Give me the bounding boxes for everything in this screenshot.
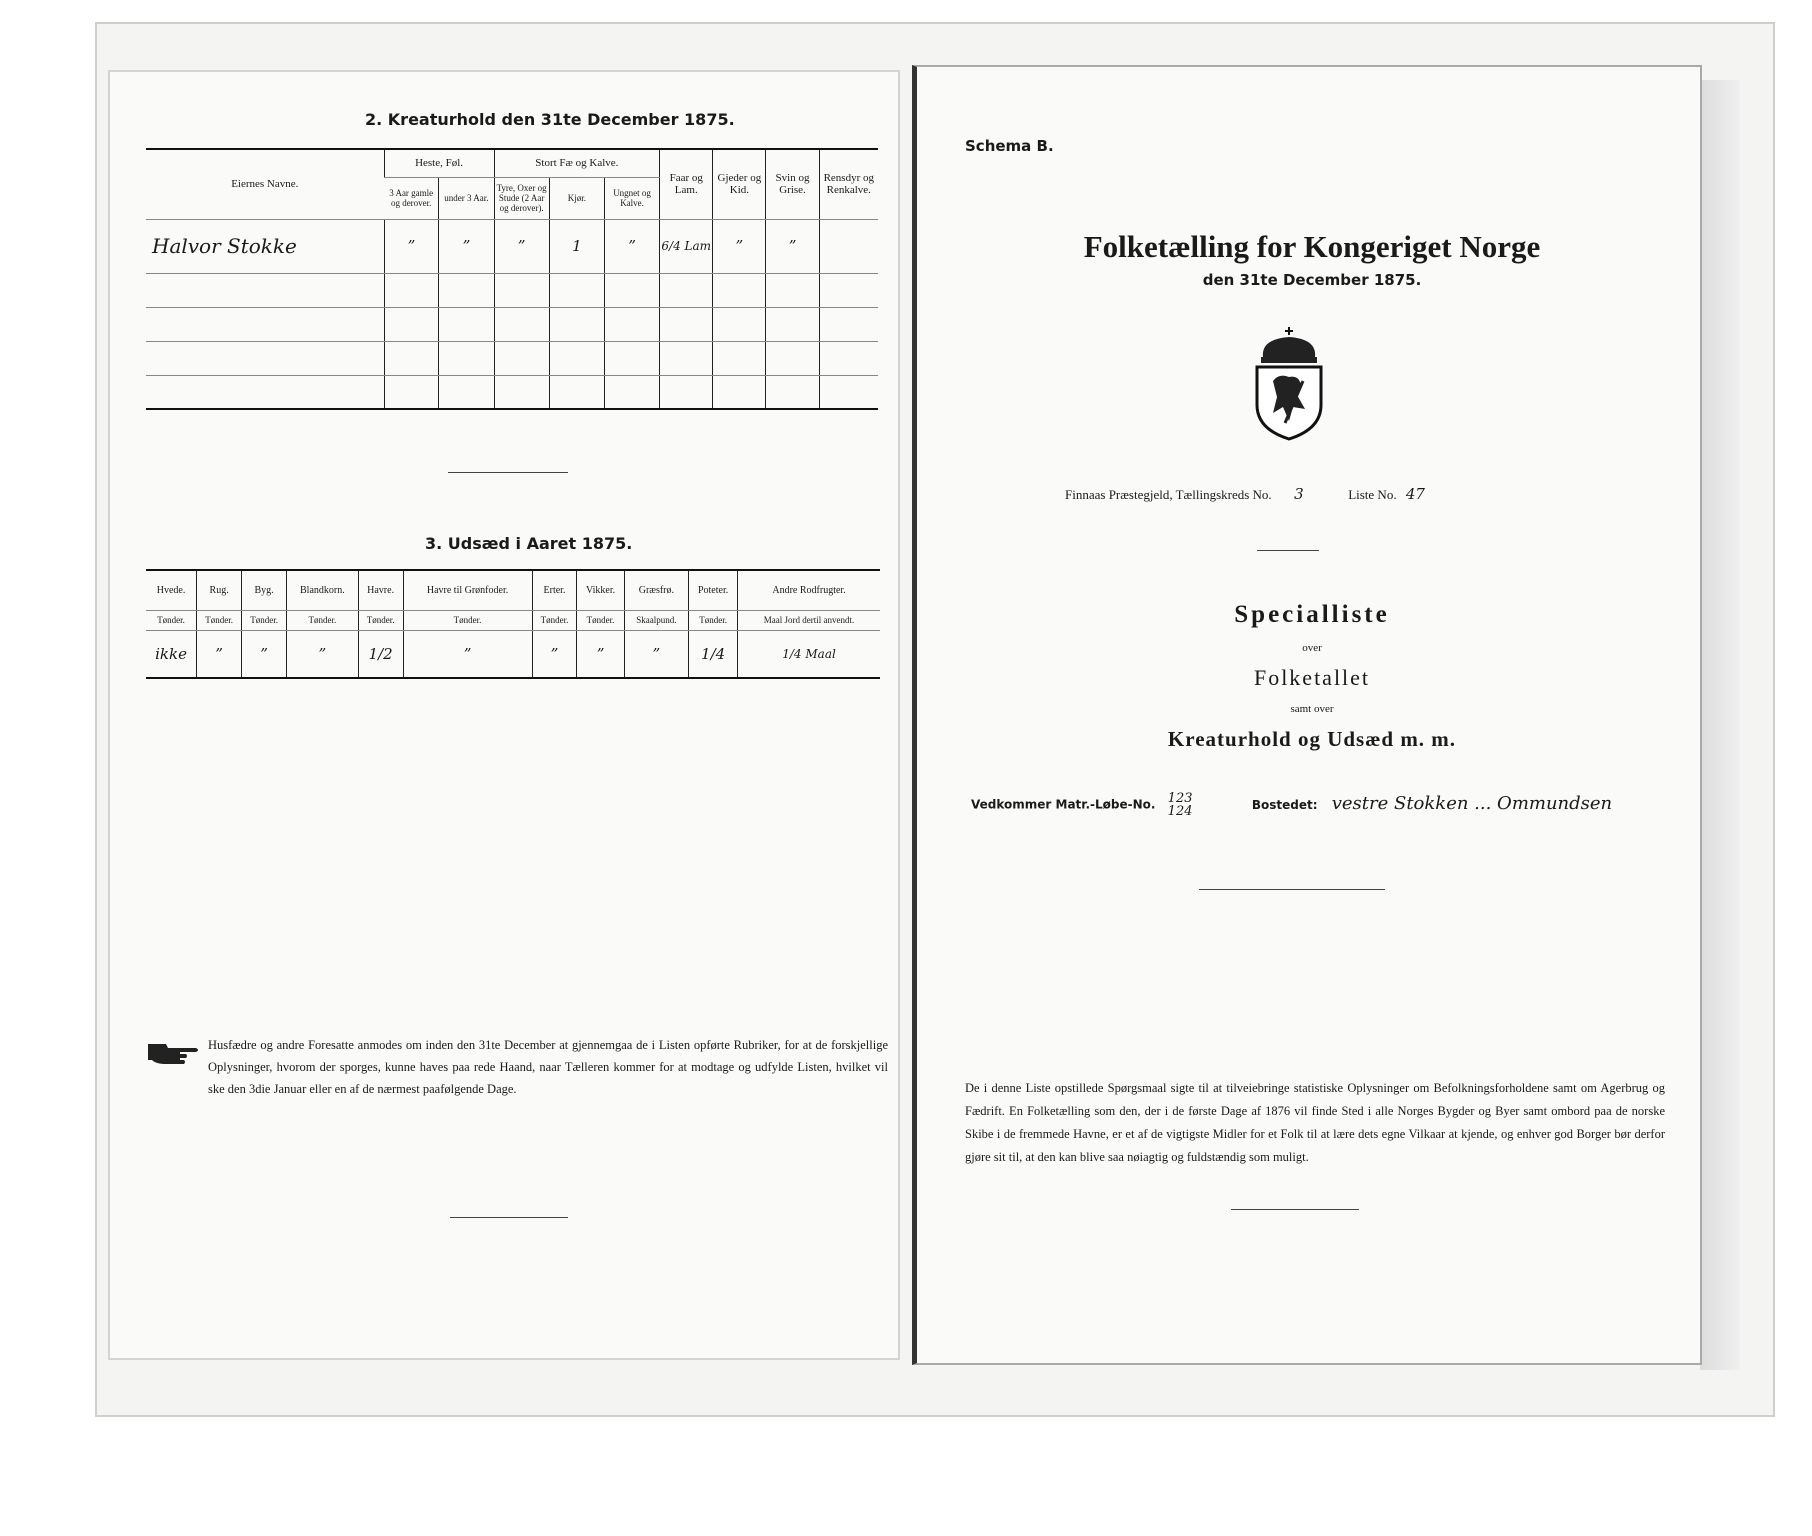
coat-of-arms-icon: [1249, 325, 1329, 443]
udsaed-unit: Tønder.: [146, 610, 197, 630]
right-page: [912, 65, 1702, 1365]
bosted-value: vestre Stokken ... Ommundsen: [1331, 792, 1613, 814]
cell: ”: [494, 219, 549, 273]
samt-over-text: samt over: [1290, 703, 1334, 715]
special-title: Specialliste: [1234, 601, 1390, 628]
table-row: [146, 273, 878, 307]
divider: [1257, 550, 1319, 551]
udsaed-header: Hvede.: [146, 570, 197, 610]
left-page: [108, 70, 900, 1360]
col-rensdyr: Rensdyr og Renkalve.: [819, 149, 878, 219]
udsaed-unit: Tønder.: [577, 610, 624, 630]
udsaed-header: Byg.: [242, 570, 287, 610]
col-heste: Heste, Føl.: [384, 149, 494, 177]
col-stort-b: Kjør.: [549, 177, 604, 219]
udsaed-unit: Tønder.: [403, 610, 532, 630]
udsaed-header: Græsfrø.: [624, 570, 689, 610]
table-row: [146, 375, 878, 409]
udsaed-unit: Tønder.: [532, 610, 577, 630]
col-gjeder: Gjeder og Kid.: [713, 149, 766, 219]
divider: [1231, 1209, 1359, 1210]
cell: ”: [439, 219, 494, 273]
cell: [819, 219, 878, 273]
udsaed-table: [146, 569, 880, 679]
udsaed-header: Poteter.: [689, 570, 738, 610]
divider: [448, 472, 568, 473]
divider: [450, 1217, 568, 1218]
matr-line: [971, 792, 1612, 818]
udsaed-unit: Tønder.: [689, 610, 738, 630]
location-prefix: Finnaas Præstegjeld, Tællingskreds No.: [1065, 487, 1272, 502]
table-row: [146, 341, 878, 375]
over-text: over: [1302, 642, 1322, 654]
folketallet-text: Folketallet: [1253, 665, 1371, 690]
udsaed-value: ”: [242, 630, 287, 678]
kreaturhold-table: [146, 148, 878, 410]
owner-cell: Halvor Stokke: [146, 219, 384, 273]
udsaed-unit: Tønder.: [358, 610, 403, 630]
cell: ”: [604, 219, 659, 273]
section2-title: 2. Kreaturhold den 31te December 1875.: [365, 110, 735, 129]
udsaed-unit: Tønder.: [287, 610, 359, 630]
udsaed-unit: Tønder.: [242, 610, 287, 630]
cell: 6/4 Lam: [660, 219, 713, 273]
udsaed-value: ”: [287, 630, 359, 678]
divider: [1199, 889, 1385, 890]
udsaed-value: 1/2: [358, 630, 403, 678]
col-stort: Stort Fæ og Kalve.: [494, 149, 660, 177]
udsaed-value: ”: [624, 630, 689, 678]
udsaed-value: 1/4 Maal: [738, 630, 880, 678]
udsaed-unit: Skaalpund.: [624, 610, 689, 630]
kreds-no: 3: [1294, 485, 1304, 503]
udsaed-value: ”: [403, 630, 532, 678]
liste-no: 47: [1405, 485, 1425, 503]
udsaed-value: 1/4: [689, 630, 738, 678]
kreaturhold-title: Kreaturhold og Udsæd m. m.: [1167, 727, 1457, 751]
matr-no-1: 123: [1167, 791, 1193, 806]
matr-no-2: 124: [1167, 804, 1193, 819]
matr-no: [1168, 792, 1214, 818]
liste-label: Liste No.: [1348, 487, 1397, 502]
title-date: den 31te December 1875.: [1202, 271, 1422, 289]
col-faar: Faar og Lam.: [660, 149, 713, 219]
udsaed-value: ”: [197, 630, 242, 678]
pointing-hand-icon: [146, 1038, 202, 1066]
location-line: [1065, 485, 1425, 503]
table-row: [146, 219, 878, 273]
udsaed-header: Havre.: [358, 570, 403, 610]
udsaed-value: ”: [577, 630, 624, 678]
schema-label: Schema B.: [965, 137, 1054, 155]
cell: ”: [766, 219, 819, 273]
footnote: De i denne Liste opstillede Spørgsmaal sigte til at tilveiebringe statistiske Oplysninger om Befolkningsforholdene samt om Agerbrug og Fædrift. En Folketælling som den, der i de første Dage af 1876 vil finde Sted i alle Norges Bygder og Byer samt ombord paa de norske Skibe i de fremmede Havne, er et af de vigtigste Midler for et Folk til at lære dets egne Vilkaar at kjende, og enhver god Borger bør derfor gjøre sit til, at den kan blive saa nøiagtig og fuldstændig som muligt.: [965, 1081, 1665, 1164]
instruction-note: Husfædre og andre Foresatte anmodes om inden den 31te December at gjennemgaa de i Listen opførte Rubriker, for at de forskjellige Oplysninger, hvorom der sporges, kunne haves paa rede Haand, naar Tælleren kommer for at modtage og udfylde Listen, hvilket vil ske den 3die Januar eller en af de nærmest paafølgende Dage.: [208, 1038, 888, 1096]
cell: ”: [713, 219, 766, 273]
col-stort-a: Tyre, Oxer og Stude (2 Aar og derover).: [494, 177, 549, 219]
col-svin: Svin og Grise.: [766, 149, 819, 219]
cell: ”: [384, 219, 439, 273]
udsaed-header: Blandkorn.: [287, 570, 359, 610]
udsaed-header: Havre til Grønfoder.: [403, 570, 532, 610]
udsaed-header: Andre Rodfrugter.: [738, 570, 880, 610]
udsaed-unit: Maal Jord dertil anvendt.: [738, 610, 880, 630]
udsaed-unit: Tønder.: [197, 610, 242, 630]
udsaed-header: Erter.: [532, 570, 577, 610]
main-title: Folketælling for Kongeriget Norge: [1083, 229, 1541, 264]
table-row: [146, 630, 880, 678]
table-row: [146, 307, 878, 341]
udsaed-value: ikke: [146, 630, 197, 678]
matr-label: Vedkommer Matr.-Løbe-No.: [971, 797, 1156, 812]
udsaed-value: ”: [532, 630, 577, 678]
udsaed-header: Rug.: [197, 570, 242, 610]
col-heste-b: under 3 Aar.: [439, 177, 494, 219]
col-owner: Eiernes Navne.: [146, 149, 384, 219]
section3-title: 3. Udsæd i Aaret 1875.: [425, 534, 633, 553]
udsaed-header: Vikker.: [577, 570, 624, 610]
col-stort-c: Ungnet og Kalve.: [604, 177, 659, 219]
cell: 1: [549, 219, 604, 273]
col-heste-a: 3 Aar gamle og derover.: [384, 177, 439, 219]
bosted-label: Bostedet:: [1251, 797, 1318, 812]
